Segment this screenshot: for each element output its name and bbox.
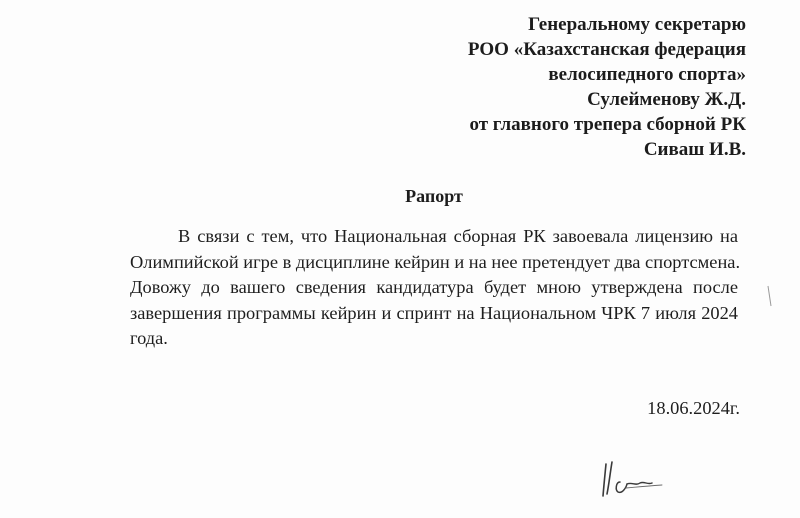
addressee-line: Сиваш И.В.	[643, 139, 746, 160]
document-title: Рапорт	[405, 186, 463, 206]
body-line: В связи с тем, что Национальная сборная РК завоевала лицензию на	[178, 226, 738, 246]
addressee-line: Генеральному секретарю	[528, 14, 746, 35]
body-line: завершения программы кейрин и спринт на Национальном ЧРК 7 июля 2024	[130, 302, 738, 323]
addressee-line: от главного трепера сборной РК	[469, 114, 746, 135]
addressee-line: Сулейменову Ж.Д.	[587, 89, 746, 110]
handwritten-signature-icon	[596, 452, 668, 502]
body-line: года.	[130, 328, 168, 348]
report-date: 18.06.2024г.	[647, 398, 740, 418]
addressee-block	[468, 12, 746, 162]
margin-mark	[765, 284, 775, 308]
report-body	[130, 224, 741, 352]
body-line: Олимпийской игре в дисциплине кейрин и на нее претендует два спортсмена.	[130, 251, 741, 272]
body-line: Довожу до вашего сведения кандидатура будет мною утверждена после	[130, 277, 738, 297]
addressee-line: РОО «Казахстанская федерация	[467, 39, 746, 60]
addressee-line: велосипедного спорта»	[548, 64, 746, 85]
